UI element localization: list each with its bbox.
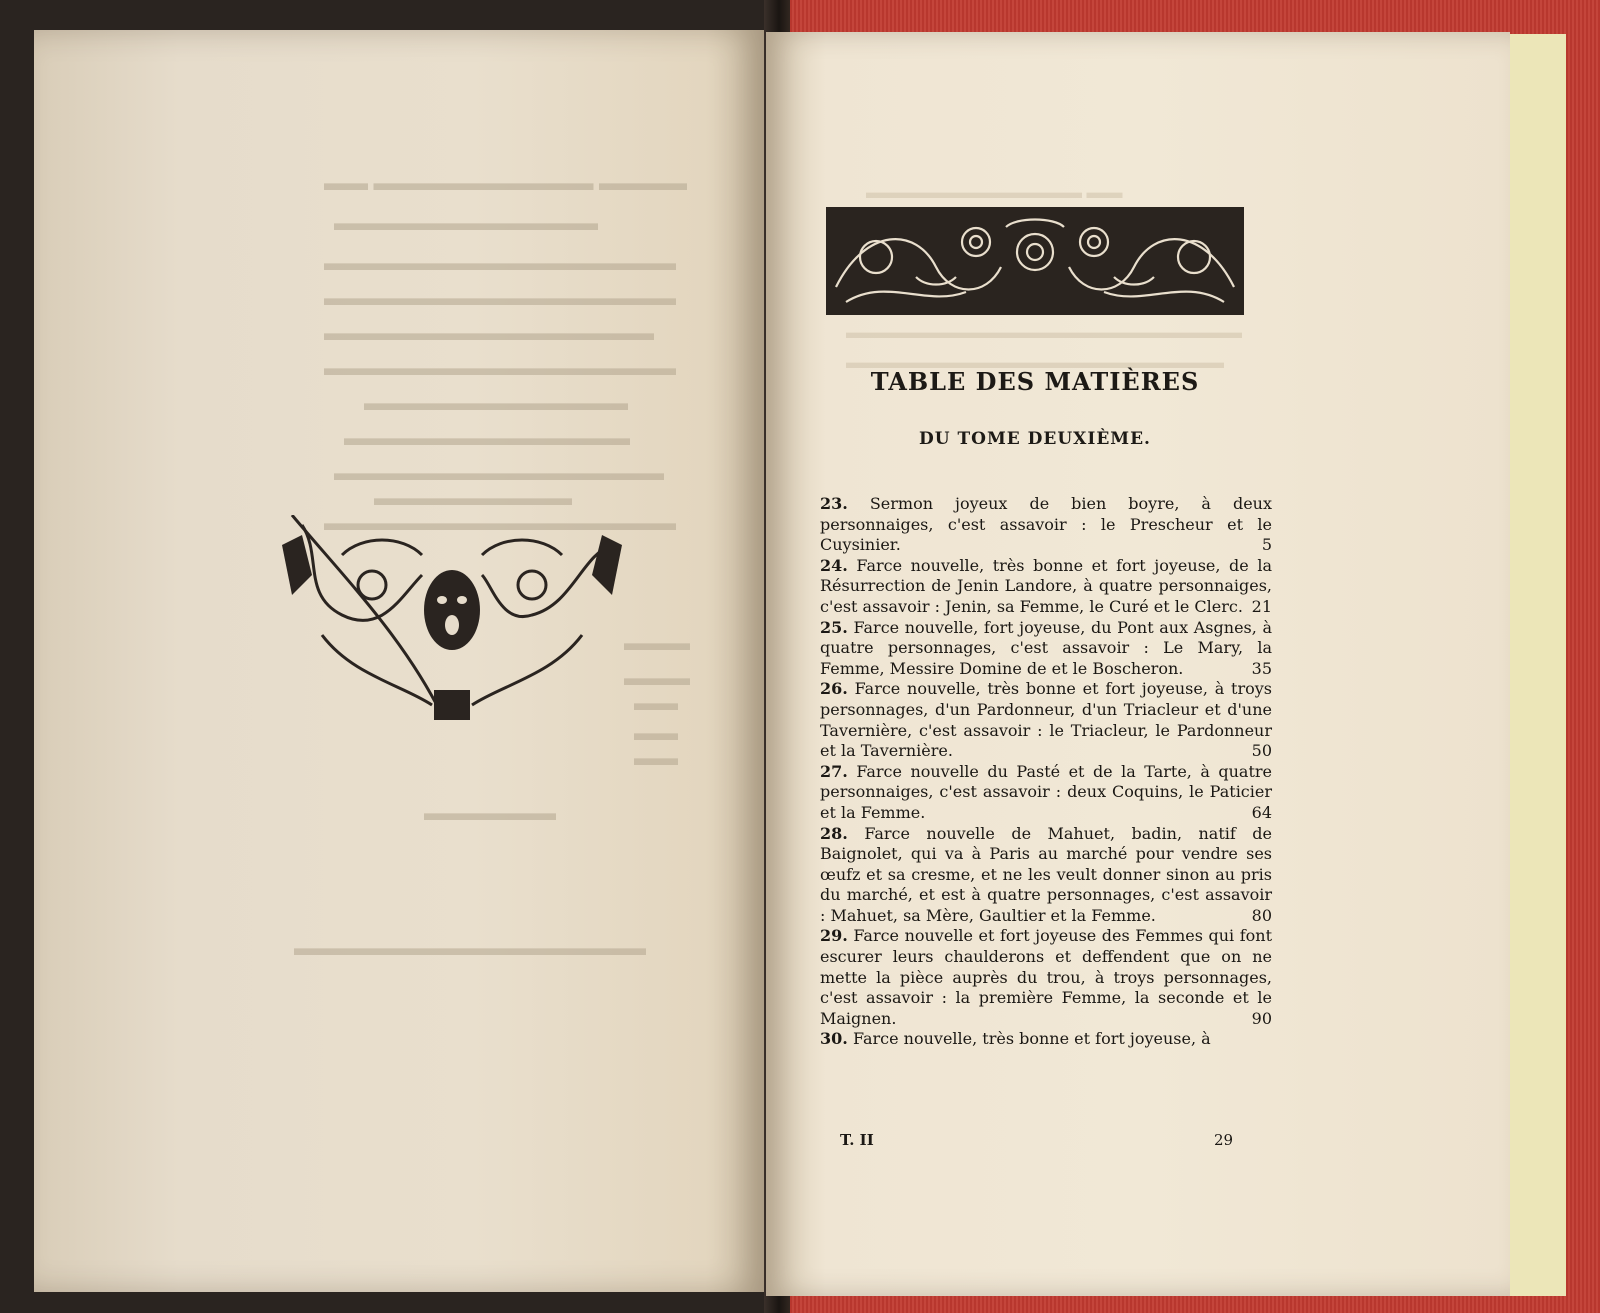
entry-page: 80: [1251, 905, 1272, 925]
entry-number: 30.: [820, 1029, 848, 1049]
entry-page: 64: [1251, 802, 1272, 822]
signature-mark: T. II: [840, 1131, 874, 1149]
page-title: TABLE DES MATIÈRES: [870, 367, 1200, 396]
entry-number: 28.: [820, 823, 848, 843]
entry-page: 50: [1251, 741, 1272, 761]
table-of-contents: [820, 494, 1272, 1050]
show-through-text: ▬▬▬▬▬▬▬▬▬▬▬▬▬▬▬▬: [324, 510, 676, 535]
entry-page: 5: [1261, 535, 1272, 555]
entry-page: 90: [1251, 1008, 1272, 1028]
show-through-text: ▬▬▬▬▬▬▬▬▬▬▬▬▬▬▬▬: [324, 250, 676, 275]
toc-entry: [820, 494, 1272, 556]
show-through-text: ▬▬▬▬▬▬▬▬▬▬▬▬▬▬▬: [334, 460, 664, 485]
page-subtitle: DU TOME DEUXIÈME.: [919, 429, 1151, 449]
floral-header-ornament: [826, 207, 1244, 315]
toc-entry: [820, 762, 1272, 824]
show-through-text: ▬▬▬▬▬▬▬▬▬▬▬▬▬▬▬▬: [324, 285, 676, 310]
show-through-text: ▬▬▬▬▬▬▬▬▬▬▬▬▬▬▬▬: [294, 935, 646, 960]
entry-text: Farce nouvelle, très bonne et fort joyeuse, à troys personnages, d'un Pardonneur, d'un Triacleur et d'une Tavernière, c'est assavoir : le Triacleur, le Pardonneur et la Tavernière.: [820, 679, 1272, 761]
show-through-text: ▬▬▬▬▬▬▬▬▬▬▬▬▬: [344, 425, 630, 450]
entry-number: 23.: [820, 494, 848, 513]
toc-entry: [820, 824, 1272, 927]
show-through-text: ▬▬▬: [624, 630, 690, 655]
show-through-text: ▬▬▬▬▬▬: [424, 800, 556, 825]
toc-entry: [820, 679, 1272, 761]
show-through-text: ▬▬ ▬▬▬▬▬▬▬▬▬▬▬▬: [866, 182, 1123, 202]
entry-text: Farce nouvelle et fort joyeuse des Femmes qui font escurer leurs chaulderons et deffendent que on ne mette la pièce auprès du trou, à troys personnages, c'est assavoir : la première Femme, la seconde et le Maignen.: [820, 926, 1272, 1028]
entry-page: 35: [1251, 658, 1272, 678]
toc-entry: [820, 926, 1272, 1029]
show-through-text: ▬▬▬▬ ▬▬▬▬▬▬▬▬▬▬ ▬▬: [324, 170, 687, 195]
show-through-text: ▬▬▬▬▬▬▬▬▬▬▬▬: [334, 210, 598, 235]
entry-text: Farce nouvelle, fort joyeuse, du Pont aux Asgnes, à quatre personnages, c'est assavoir : Le Mary, la Femme, Messire Domine de et le Boscheron.: [820, 617, 1272, 678]
entry-number: 27.: [820, 761, 848, 781]
show-through-text: ▬▬: [634, 720, 678, 745]
show-through-text: ▬▬▬▬▬▬▬▬▬▬▬▬: [364, 390, 628, 415]
show-through-text: ▬▬: [634, 690, 678, 715]
signature-number: 29: [1214, 1131, 1234, 1149]
toc-entry: [820, 556, 1272, 618]
show-through-text: ▬▬▬▬▬▬▬▬▬: [374, 485, 572, 510]
show-through-text: ▬▬: [634, 745, 678, 770]
show-through-text: ▬▬▬▬▬▬▬▬▬▬▬▬▬▬▬▬: [324, 355, 676, 380]
show-through-text: ▬▬▬▬▬▬▬▬▬▬▬▬▬▬▬: [324, 320, 654, 345]
toc-entry: [820, 1029, 1272, 1050]
entry-text: Farce nouvelle de Mahuet, badin, natif de Baignolet, qui va à Paris au marché pour vendre ses œufz et sa cresme, et ne les veult donner sinon au pris du marché, et est à quatre personnages, c'est assavoir : Mahuet, sa Mère, Gaultier et la Femme.: [820, 823, 1272, 925]
entry-page: 21: [1251, 596, 1272, 616]
entry-number: 26.: [820, 679, 848, 699]
show-through-text: ▬▬▬: [624, 665, 690, 690]
entry-text: Sermon joyeux de bien boyre, à deux personnaiges, c'est assavoir : le Prescheur et le Cuysinier.: [820, 494, 1272, 555]
show-through-text: ▬▬▬▬▬▬▬▬▬▬▬▬▬▬▬▬▬▬▬▬▬: [846, 352, 1224, 372]
entry-text: Farce nouvelle, très bonne et fort joyeuse, à: [852, 1029, 1211, 1049]
engraved-mask-vignette: [282, 515, 622, 735]
entry-number: 29.: [820, 926, 848, 946]
show-through-text: ▬▬▬▬▬▬▬▬▬▬▬▬▬▬▬▬▬▬▬▬▬▬: [846, 322, 1242, 342]
entry-text: Farce nouvelle du Pasté et de la Tarte, à quatre personnaiges, c'est assavoir : deux Coquins, le Paticier et la Femme.: [820, 761, 1272, 822]
entry-number: 24.: [820, 555, 848, 575]
entry-text: Farce nouvelle, très bonne et fort joyeuse, de la Résurrection de Jenin Landore, à quatre personnaiges, c'est assavoir : Jenin, sa Femme, le Curé et le Clerc.: [820, 555, 1272, 616]
entry-number: 25.: [820, 617, 848, 637]
toc-entry: [820, 618, 1272, 680]
